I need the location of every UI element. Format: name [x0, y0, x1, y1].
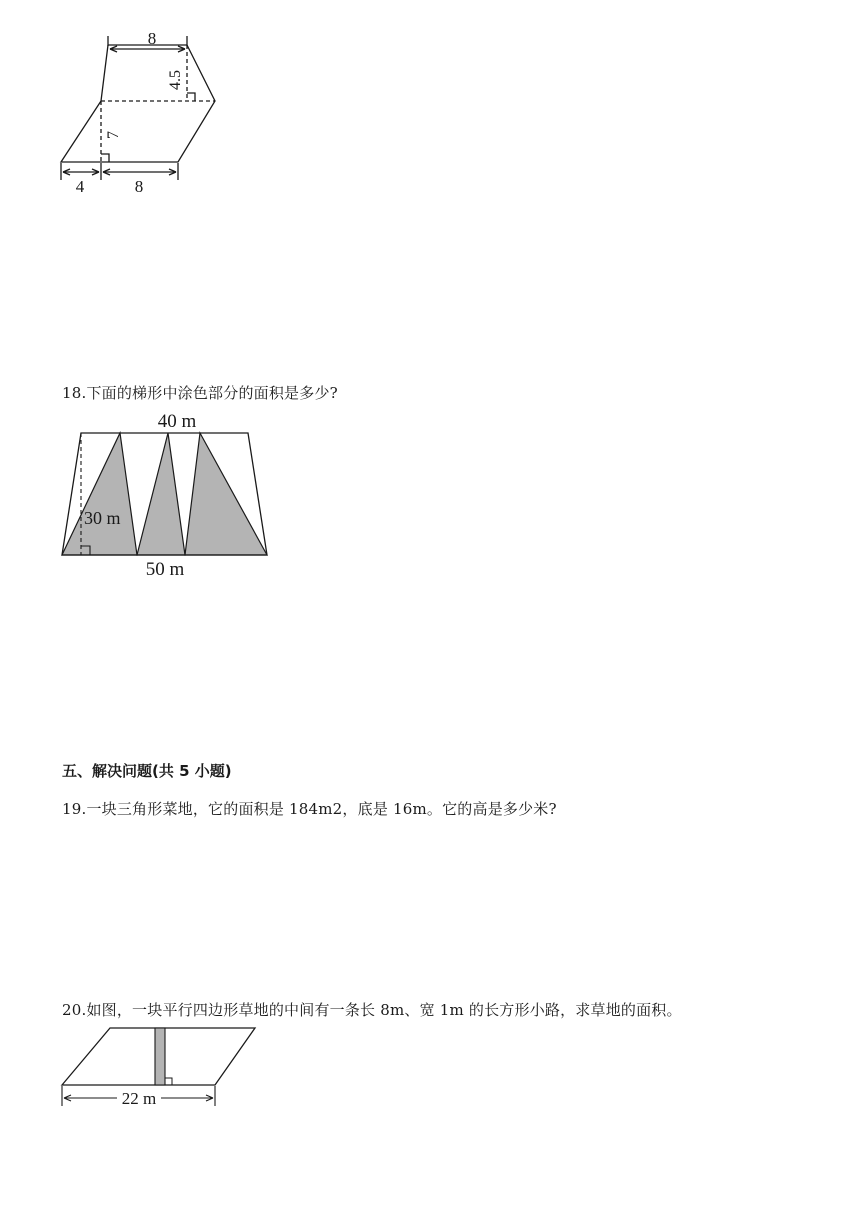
base-label: 22 m [121, 1089, 157, 1108]
figure-composite-shape [50, 20, 240, 200]
top-base-label: 40 m [157, 411, 197, 432]
height-label: 30 m [84, 508, 121, 528]
question-18-text: 18.下面的梯形中涂色部分的面积是多少? [62, 384, 338, 402]
bottom-left-label: 4 [75, 177, 85, 196]
shaded-triangle-2 [137, 433, 185, 555]
shaded-triangle-1 [62, 433, 137, 555]
path-rectangle [155, 1028, 165, 1085]
mid-height-label: 7 [105, 131, 122, 139]
figure-trapezoid-shaded [55, 405, 275, 583]
question-20-text: 20.如图，一块平行四边形草地的中间有一条长 8m、宽 1m 的长方形小路，求草地的面积。 [62, 1001, 682, 1019]
bottom-right-label: 8 [134, 177, 144, 196]
figure-parallelogram-path [55, 1022, 265, 1112]
shaded-triangle-3 [185, 433, 267, 555]
question-19-text: 19.一块三角形菜地，它的面积是 184m2，底是 16m。它的高是多少米? [62, 800, 557, 818]
section-heading: 五、解决问题(共 5 小题) [62, 762, 232, 780]
right-height-label: 4.5 [167, 70, 184, 90]
top-width-label: 8 [147, 29, 157, 48]
bottom-base-label: 50 m [145, 559, 185, 580]
